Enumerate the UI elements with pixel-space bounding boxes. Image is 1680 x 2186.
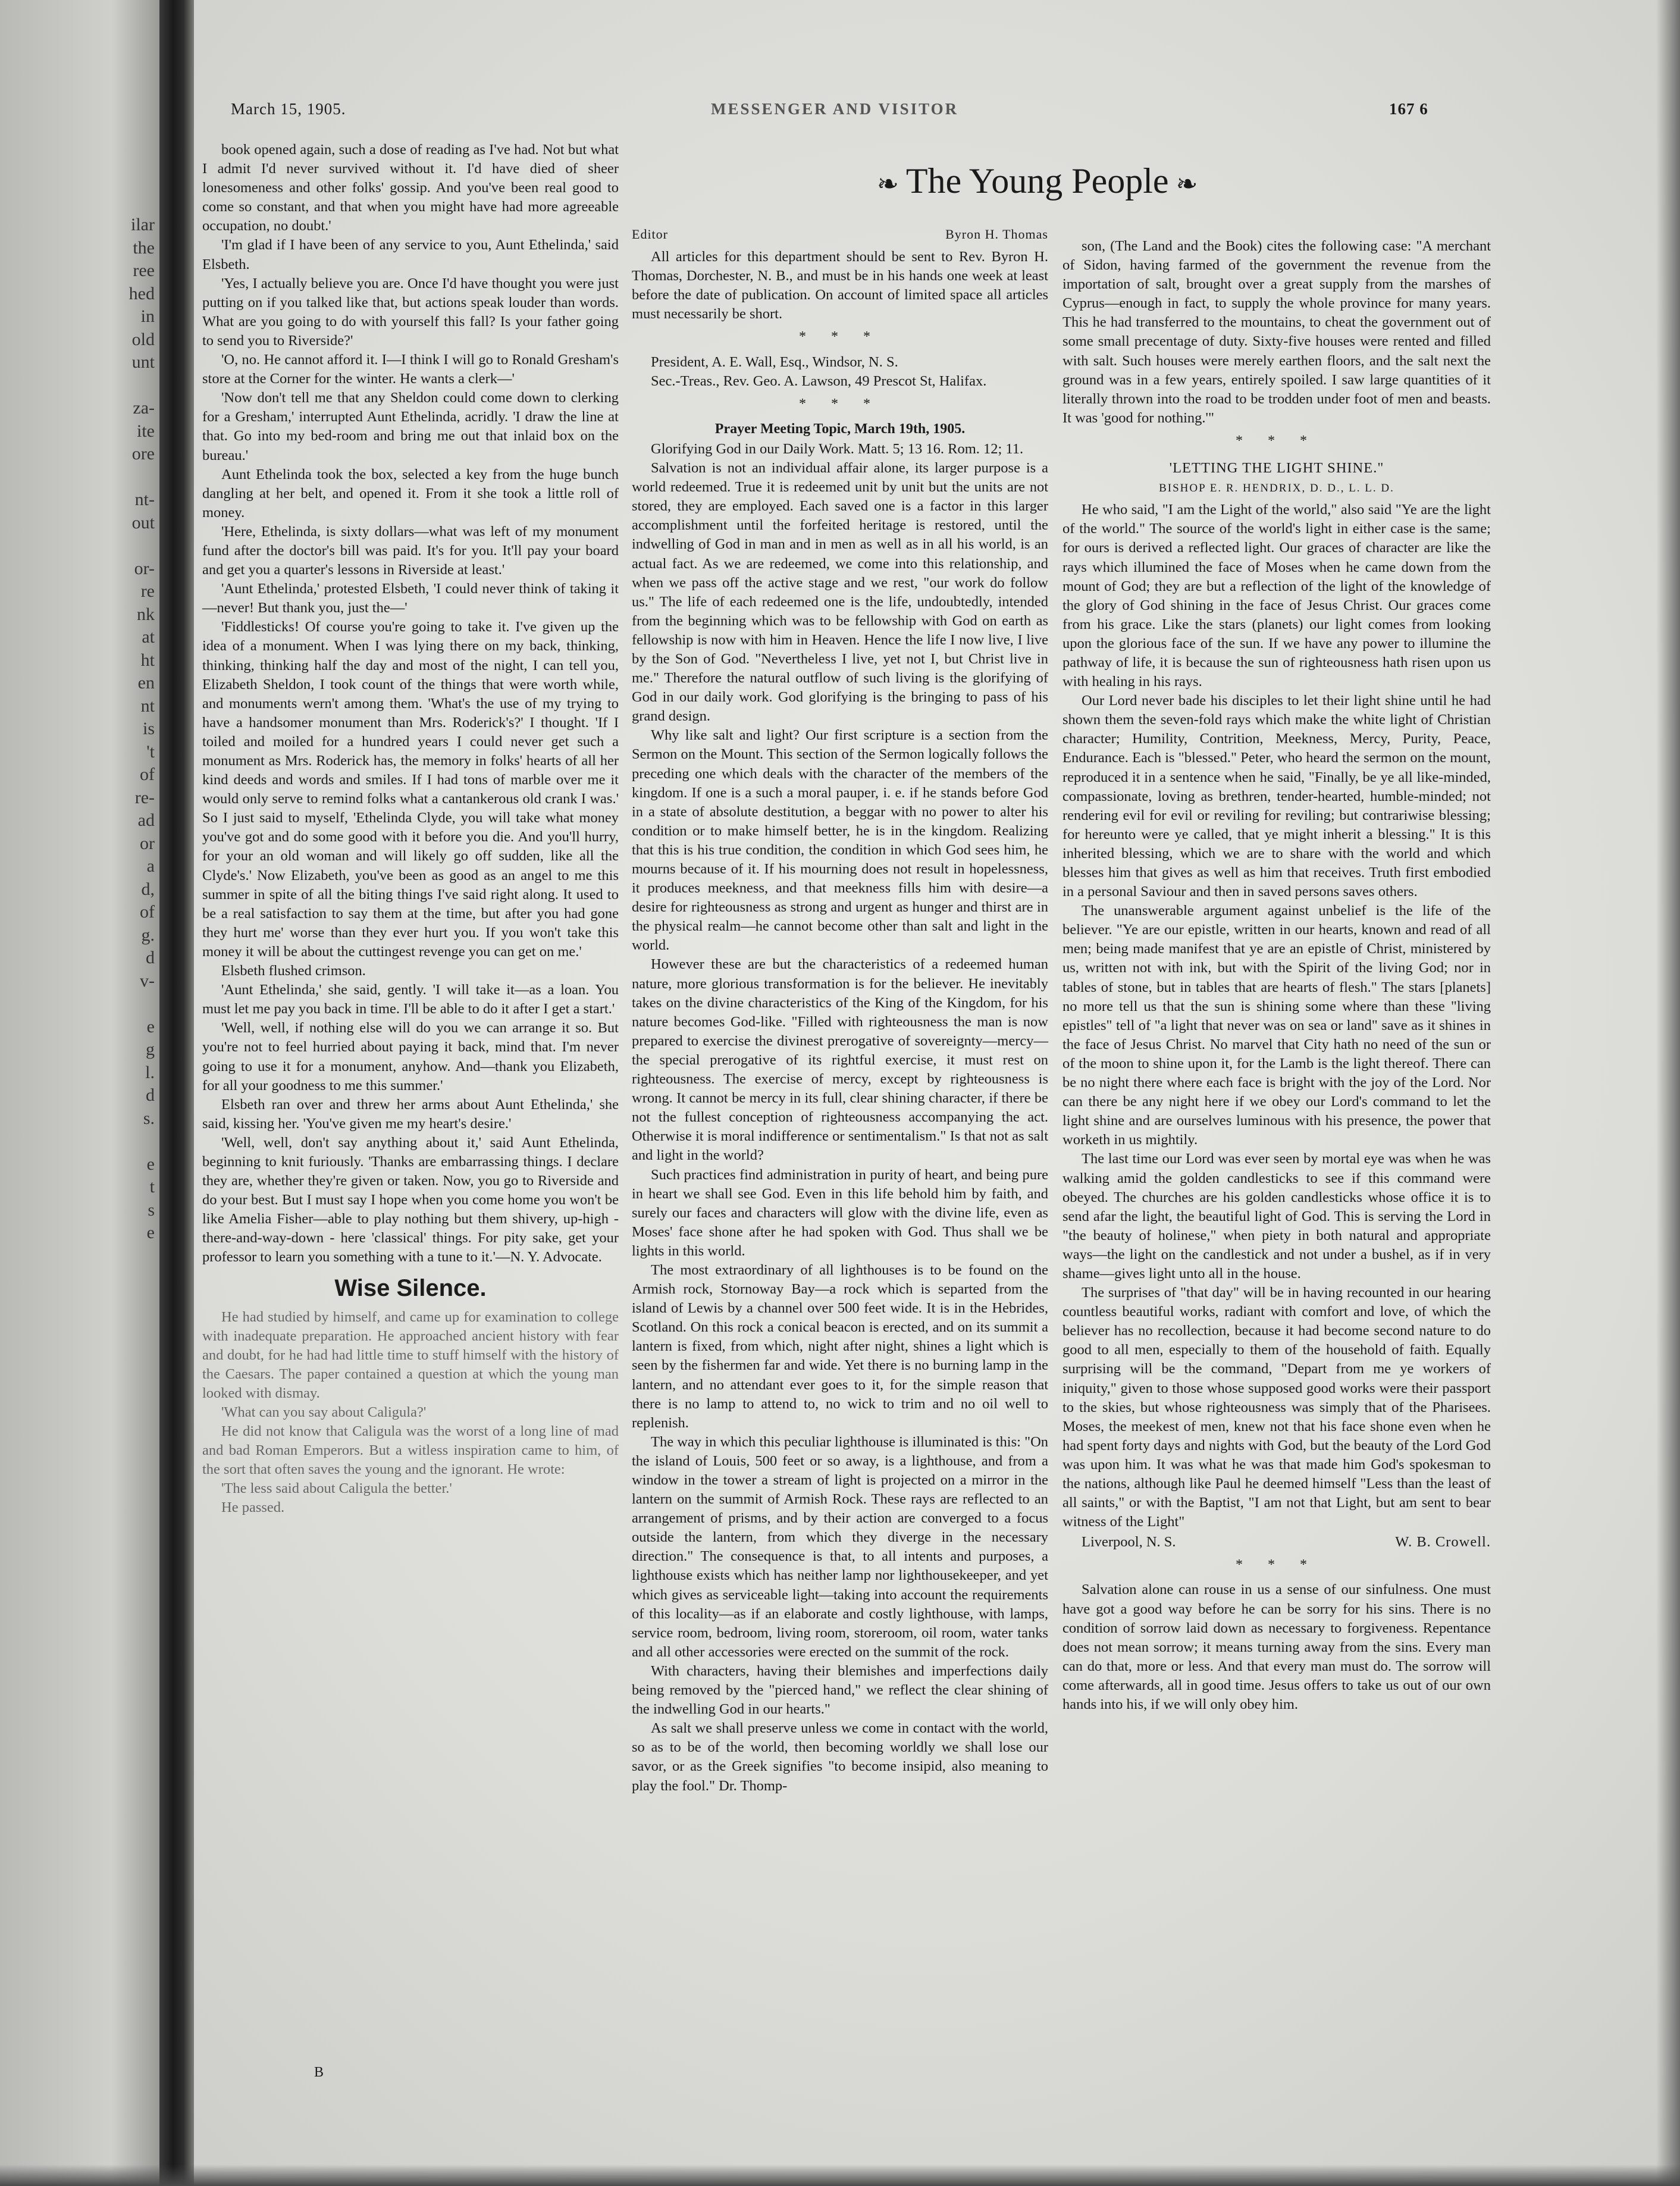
department-intro: All articles for this department should be sent to Rev. Byron H. Thomas, Dorchester, N. B., and must be in his hands one week at least before the date of publication. On account of limited space all articles must necessarily be short. (632, 249, 1048, 322)
salt-story-paragraphs (1062, 237, 1491, 428)
issue-date: March 15, 1905. (231, 100, 346, 118)
article-paragraphs (1062, 500, 1491, 1532)
editor-name: Byron H. Thomas (945, 227, 1048, 242)
facing-page-fragment: v- (140, 970, 155, 991)
facing-page-fragment: d (146, 948, 155, 967)
paragraph: book opened again, such a dose of reading as I've had. Not but what I admit I'd never survived without it. I'd have died of sheer lonesomeness and other folks' gossip. And you've been real good to come so constant, and that when you might have had more agreeable occupation, no doubt.' (202, 142, 619, 234)
facing-page-fragment: e (146, 1223, 155, 1242)
facing-page-fragment: ree (133, 261, 155, 280)
facing-page-fragment: s. (143, 1108, 155, 1128)
facing-page-fragment: or- (134, 558, 155, 578)
paragraph: The surprises of "that day" will be in having recounted in our hearing countless beautiful works, radiant with comfort and love, of which the believer has no recollection, because it had become second nature to do good to all men, especially to them of the household of faith. Equally surprising will be the command, "Depart from me ye workers of iniquity," given to those whose supposed good works were their passport to the skies, but whose righteousness was simply that of the Pharisees. Moses, the meekest of men, knew not that his face shone even when he had spent forty days and nights with God, but the beauty of the Lord God was upon him. It was what he was that made him God's spokesman to the nations, although like Paul he deemed himself "Less than the least of all saints," or with the Baptist, "I am not that Light, but am sent to bear witness of the Light" (1062, 1285, 1491, 1530)
facing-page-fragment: za- (133, 398, 155, 418)
paragraph: Our Lord never bade his disciples to let their light shine until he had shown them the seven-fold rays which make the white light of Christian character; Humility, Contrition, Meekness, Mercy, Purity, Peace, Endurance. Each is "blessed." Peter, who heard the sermon on the mount, reproduced it in a sentence when he said, "Finally, be ye all like-minded, compassionate, loving as brethren, tender-hearted, humble-minded; not rendering evil for evil or reviling for reviling; but contrariwise blessing; for hereunto were ye called, that ye might inherit a blessing." It is this inherited blessing, which we are to share with the world and which blesses him that gives as well as him that receives. Truth first embodied in a personal Saviour and then in saved persons saves others. (1062, 693, 1491, 900)
paragraph: 'O, no. He cannot afford it. I—I think I will go to Ronald Gresham's store at the Corner for the winter. He wants a clerk—' (202, 352, 619, 387)
facing-page-fragment: of (140, 765, 155, 784)
paragraph: He had studied by himself, and came up for examination to college with inadequate preparation. He approached ancient history with fear and doubt, for he had had little time to stuff himself with the history of the Caesars. The paper contained a question at which the young man looked with dismay. (202, 1308, 619, 1401)
paragraph: 'Aunt Ethelinda,' protested Elsbeth, 'I could never think of taking it—never! But thank you, just the—' (202, 581, 619, 616)
facing-page-fragment: ite (137, 421, 155, 441)
leaf-ornament-icon: ❧ (1176, 170, 1198, 199)
section-title (870, 161, 1205, 202)
facing-page-fragment: or (140, 833, 155, 853)
facing-page-fragment: nt- (134, 490, 155, 509)
signature-name: W. B. Crowell. (1395, 1534, 1491, 1551)
paragraph: Glorifying God in our Daily Work. Matt. 5; 13 16. Rom. 12; 11. (651, 440, 1024, 457)
prayer-topic-paragraphs (632, 440, 1048, 1796)
article-title-letting-light-shine: 'LETTING THE LIGHT SHINE." (1169, 460, 1384, 477)
book-binding (159, 0, 194, 2186)
facing-page-fragment: re (140, 581, 155, 601)
facing-page-fragment: unt (131, 352, 155, 372)
facing-page-fragment: nk (137, 604, 155, 624)
facing-page-fragment: 't (146, 741, 155, 762)
facing-page-fragment: l. (145, 1062, 155, 1082)
paragraph: The most extraordinary of all lighthouses is to be found on the Armish rock, Stornoway Bay—a rock which is separted from the island of Lewis by a channel over 500 feet wide. It is in the Hebrides, Scotland. On this rock a conical beacon is erected, and on its summit a lantern is fixed, from which, night after night, shines a light which is seen by the fishermen far and wide. Yet there is no burning lamp in the lantern, and no attendant ever goes to it, for the simple reason that there is no lamp to attend to, no wick to trim and no oil well to replenish. (632, 1261, 1048, 1431)
facing-page-fragment: d, (141, 879, 155, 899)
paragraph: 'I'm glad if I have been of any service to you, Aunt Ethelinda,' said Elsbeth. (202, 237, 619, 273)
facing-page-fragment: the (133, 237, 155, 258)
page-number: 167 6 (1389, 100, 1428, 118)
facing-page-fragment: old (131, 329, 155, 349)
facing-page-fragment: out (131, 512, 155, 533)
editor-line (632, 225, 1048, 244)
facing-page-fragment: en (137, 673, 155, 693)
paragraph: 'Well, well, don't say anything about it,' said Aunt Ethelinda, beginning to knit furiously. 'Thanks are embarrassing things. I declare they are, whether they're given or taken. Now, you go to Riverside and do your best. But I must say I hope when you come home you won't be like Amelia Fisher—able to play nothing but them shivery, up-high - there-and-way-down - here 'classical' things. For pity sake, get your professor to learn you something with a tune to it.'—N. Y. Advocate. (202, 1134, 619, 1266)
section-divider: * * * (1236, 433, 1318, 449)
column-right (1062, 237, 1491, 1714)
paragraph: Elsbeth flushed crimson. (221, 963, 366, 979)
paragraph: 'Aunt Ethelinda,' she said, gently. 'I will take it—as a loan. You must let me pay you back in time. I'll be able to do it after I get a start.' (202, 982, 619, 1017)
facing-page-fragment: is (142, 719, 155, 738)
paragraph: The unanswerable argument against unbelief is the life of the believer. "Ye are our epistle, written in our hearts, known and read of all men; being made manifest that ye are an epistle of Christ, ministered by us, written not with ink, but with the Spirit of the living God; nor in tables of stone, but in tables that are hearts of flesh." The stars [planets] no more tell us that the sun is shining some where than these "living epistles" tell of "a light that never was on sea or land" save as it shines in the face of Jesus Christ. No marvel that City hath no need of the sun or of the moon to shine upon it, for the Lamb is the light thereof. There can be no night there where each face is bright with the joy of the Lord. Nor can there be any night here if we obey our Lord's command to let the light shine and are ourselves luminous with his presence, the power that worketh in us mightily. (1062, 903, 1491, 1148)
paragraph: 'The less said about Caligula the better.' (221, 1480, 452, 1497)
facing-page-fragment: a (146, 856, 155, 876)
facing-page-fragment: nt (140, 696, 155, 716)
newspaper-name: MESSENGER AND VISITOR (711, 100, 959, 118)
column-middle (632, 225, 1048, 1796)
facing-page-fragment: hed (128, 283, 155, 303)
facing-page-fragment: ad (137, 810, 155, 830)
article-byline: BISHOP E. R. HENDRIX, D. D., L. L. D. (1159, 482, 1394, 495)
paragraph: As salt we shall preserve unless we come in contact with the world, so as to be of the world, then becoming worldly we shall lose our savor, or as the Greek signifies "to become insipid, also meaning to play the fool." Dr. Thomp- (632, 1720, 1048, 1794)
story-paragraphs (202, 140, 619, 1267)
facing-page-fragment: ht (140, 650, 155, 670)
facing-page-fragment: of (140, 902, 155, 922)
article-title-wise-silence: Wise Silence. (334, 1274, 487, 1301)
paragraph: Such practices find administration in purity of heart, and being pure in heart we shall see God. Even in this life behold him by faith, and surely our faces and characters will glow with the divine life, even as Moses' face shone after he had spoken with God. Thus shall we be lights in this world. (632, 1166, 1048, 1259)
paragraph: He passed. (221, 1499, 285, 1516)
leaf-ornament-icon: ❧ (877, 170, 899, 199)
secretary-line: Sec.-Treas., Rev. Geo. A. Lawson, 49 Prescot St, Halifax. (651, 372, 987, 389)
facing-page-fragment: e (146, 1016, 155, 1036)
paragraph: He who said, "I am the Light of the world," also said "Ye are the light of the world." The source of the world's light in either case is the same; for ours is derived a reflected light. Our graces of character are like the rays which illumined the face of Moses when he came down from the mount of God; they are but a reflection of the light of the knowledge of the glory of God shining in the face of Jesus Christ. Our graces come from his grace. Like the stars (planets) our light comes from looking upon the glorious face of the sun. If we have any power to illumine the pathway of life, it is because the sun of righteousness hath risen upon us with healing in his rays. (1062, 502, 1491, 690)
facing-page-fragment: g. (141, 925, 155, 945)
facing-page-fragment: t (149, 1177, 155, 1197)
section-divider: * * * (1236, 1557, 1318, 1573)
facing-page-fragment: g (146, 1039, 155, 1059)
paragraph: With characters, having their blemishes and imperfections daily being removed by the "pierced hand," we reflect the clear shining of the indwelling God in our hearts." (632, 1662, 1048, 1718)
paragraph: He did not know that Caligula was the worst of a long line of mad and bad Roman Emperors. But a witless inspiration came to him, of the sort that often saves the young and the ignorant. He wrote: (202, 1423, 619, 1478)
paragraph: Salvation is not an individual affair alone, its larger purpose is a world redeemed. True it is redeemed unit by unit but the units are not stored, they are employed. Each saved one is a factor in this larger accomplishment until the forfeited heritage is restored, until the indwelling of God in man and in men as well as in all his world, is an actual fact. As we are redeemed, we come into this relationship, and when we pass off the active stage and we rest, "our work do follow us." The life of each redeemed one is the life, undoubtedly, intended from the beginning which was to be fellowship with God on earth as fellowship is now with him in Heaven. Hence the life I now live, I live by the Son of God. "Nevertheless I live, yet not I, but Christ live in me." Therefore the natural outflow of such living is the glorifying of God in our daily work. God glorifying is the bringing to pass of his grand design. (632, 460, 1048, 725)
facing-page-fragment: in (140, 306, 155, 326)
section-divider: * * * (799, 329, 881, 345)
paragraph: Elsbeth ran over and threw her arms about Aunt Ethelinda,' she said, kissing her. 'You've given me my heart's desire.' (202, 1096, 619, 1132)
paragraph: 'Fiddlesticks! Of course you're going to take it. I've given up the idea of a monument. When I was lying there on my back, thinking, thinking, thinking half the day and most of the night, I can tell you, Elizabeth Sheldon, I took count of the things that were worth while, and monuments wern't among them. 'What's the use of my trying to have a handsomer monument than Mrs. Roderick's?' I thought. 'If I toiled and moiled for a hundred years I could never get such a monument as Mrs. Roderick has, the memory in folks' hearts of all her kind deeds and words and smiles. If I had tons of marble over me it would only serve to remind folks what a cantankerous old crank I was.' So I just said to myself, 'Ethelinda Clyde, you will take what money you've got and do some good with it before you die. And you'll hurry, for your an old woman and will likely go off sudden, like all the Clyde's.' Now Elizabeth, you've been as good as an angel to me this summer in spite of all the biting things I've said right along. It used to be a real satisfaction to say them at the time, but after you had gone they hurt me' worse than they ever hurt you. If you won't take this money it will be about the cuttingest revenge you can get on me.' (202, 619, 619, 960)
facing-page-fragment: d (146, 1085, 155, 1105)
facing-page-fragment: re- (134, 787, 155, 807)
paragraph: 'Here, Ethelinda, is sixty dollars—what was left of my monument fund after the doctor's bill was paid. It's for you. It'll pay your board and get you a quarter's lessons in Riverside at least.' (202, 523, 619, 578)
paragraph: son, (The Land and the Book) cites the following case: "A merchant of Sidon, having farmed of the government the revenue from the importation of salt, brought over a great supply from the marshes of Cyprus—enough in fact, to supply the whole province for many years. This he had transferred to the mountains, to cheat the government out of some small precentage of duty. Sixty-five houses were rented and filled with salt. Such houses were merely earthen floors, and the salt next the ground was in a few years, entirely spoiled. I saw large quantities of it literally thrown into the road to be trodden under foot of men and beasts. It was 'good for nothing.'" (1062, 238, 1491, 426)
facing-page-fragment: ore (131, 444, 155, 463)
section-title-text: The Young People (905, 161, 1169, 201)
wise-silence-paragraphs (202, 1308, 619, 1518)
facing-page-fragment: at (142, 627, 155, 647)
paragraph: The way in which this peculiar lighthouse is illuminated is this: "On the island of Louis, 500 feet or so away, is a lighthouse, and from a window in the tower a stream of light is projected on a mirror in the lantern on the summit of Armish Rock. These rays are reflected to an arrangement of prisms, and by their action are converged to a focus outside the lantern, from which they diverge in the necessary direction." The consequence is that, to all intents and purposes, a lighthouse exists which has neither lamp nor lighthousekeeper, and yet which gives as serviceable light—taking into account the requirements of this locality—as if an elaborate and costly lighthouse, with lamps, service room, bedroom, living room, storeroom, oil room, water tanks and all other accessories were erected on the summit of the rock. (632, 1433, 1049, 1660)
paragraph: 'Yes, I actually believe you are. Once I'd have thought you were just putting on if you talked like that, but actions speak louder than words. What are you going to do with yourself this fall? Is your father going to send you to Riverside?' (202, 275, 619, 349)
paragraph: The last time our Lord was ever seen by mortal eye was when he was walking amid the golden candlesticks to see if this command were obeyed. The churches are his golden candlesticks whose office it is to send afar the light, the beautiful light of God. This is serving the Lord in "the beauty of holinese," when piety in both natural and appropriate ways—the light on the candlestick and not under a bushel, as if in very shame—gives light unto all in the house. (1062, 1151, 1491, 1282)
paragraph: 'What can you say about Caligula?' (221, 1404, 427, 1420)
closing-paragraph: Salvation alone can rouse in us a sense of our sinfulness. One must have got a good way before he can be sorry for his sins. There is no condition of sorrow laid down as necessary to forgiveness. Repentance does not mean sorrow; it means turning away from the sins. Every man can do that, more or less. And that every man must do. The sorrow will come afterwards, all in good time. Jesus offers to take us out of our own hands into his, if we will only obey him. (1062, 1581, 1491, 1713)
section-divider: * * * (799, 396, 881, 412)
facing-page-fragment: s (148, 1200, 155, 1220)
page-shadow-bottom (0, 2165, 1680, 2186)
article-signature (1062, 1533, 1491, 1552)
paragraph: Aunt Ethelinda took the box, selected a key from the huge bunch dangling at her belt, and opened it. From it she took a little roll of money. (202, 466, 619, 521)
page-shadow-right (1656, 0, 1680, 2186)
previous-page-edge (0, 0, 159, 2186)
prayer-topic-heading: Prayer Meeting Topic, March 19th, 1905. (714, 421, 966, 437)
paragraph: 'Now don't tell me that any Sheldon could come down to clerking for a Gresham,' interrupted Aunt Ethelinda, acridly. 'I draw the line at that. Go into my bed-room and bring me out that inlaid box on the bureau.' (202, 390, 619, 463)
paragraph: However these are but the characteristics of a redeemed human nature, more glorious transformation is for the believer. He inevitably takes on the divine characteristics of the King of the Kingdom, for his nature becomes God-like. "Filled with righteousness the man is now prepared to exercise the divinest prerogative of sovereignty—mercy—the special prerogative of its rightful exercise, it must rest on righteousness. The exercise of mercy, except by righteousness is wrong. It cannot be mercy in its full, clear shining character, if there be not the fullest conception of righteousness accompanying the act. Otherwise it is moral indifference or sentimentalism." Is that not as salt and light in the world? (632, 956, 1048, 1164)
paragraph: Why like salt and light? Our first scripture is a section from the Sermon on the Mount. This section of the Sermon logically follows the preceding one which deals with the character of the members of the kingdom. If one is a such a moral pauper, i. e. if he stands before God in a state of absolute destitution, a beggar with no power to alter his condition or to make himself better, he is in the kingdom. Realizing that this is his true condition, the condition in which God sees him, he mourns because of it. If his mourning does not result in hopelessness, it produces meekness, and that meekness fills him with desire—a desire for righteousness as strong and urgent as hunger and thirst are in the physical realm—he cannot become other than salt and light in the world. (632, 727, 1048, 954)
facing-page-fragment: e (146, 1154, 155, 1174)
column-left (202, 140, 619, 1518)
president-line: President, A. E. Wall, Esq., Windsor, N. S. (651, 353, 898, 370)
paragraph: 'Well, well, if nothing else will do you we can arrange it so. But you're not to feel hurried about paying it back, mind that. I'm never going to use it for a monument, anyhow. And—thank you Elizabeth, for all your goodness to me this summer.' (202, 1020, 619, 1094)
facing-page-fragment: ilar (131, 215, 155, 234)
editor-label: Editor (632, 227, 668, 242)
signature-place: Liverpool, N. S. (1082, 1534, 1176, 1551)
footer-mark: B (314, 2065, 324, 2080)
